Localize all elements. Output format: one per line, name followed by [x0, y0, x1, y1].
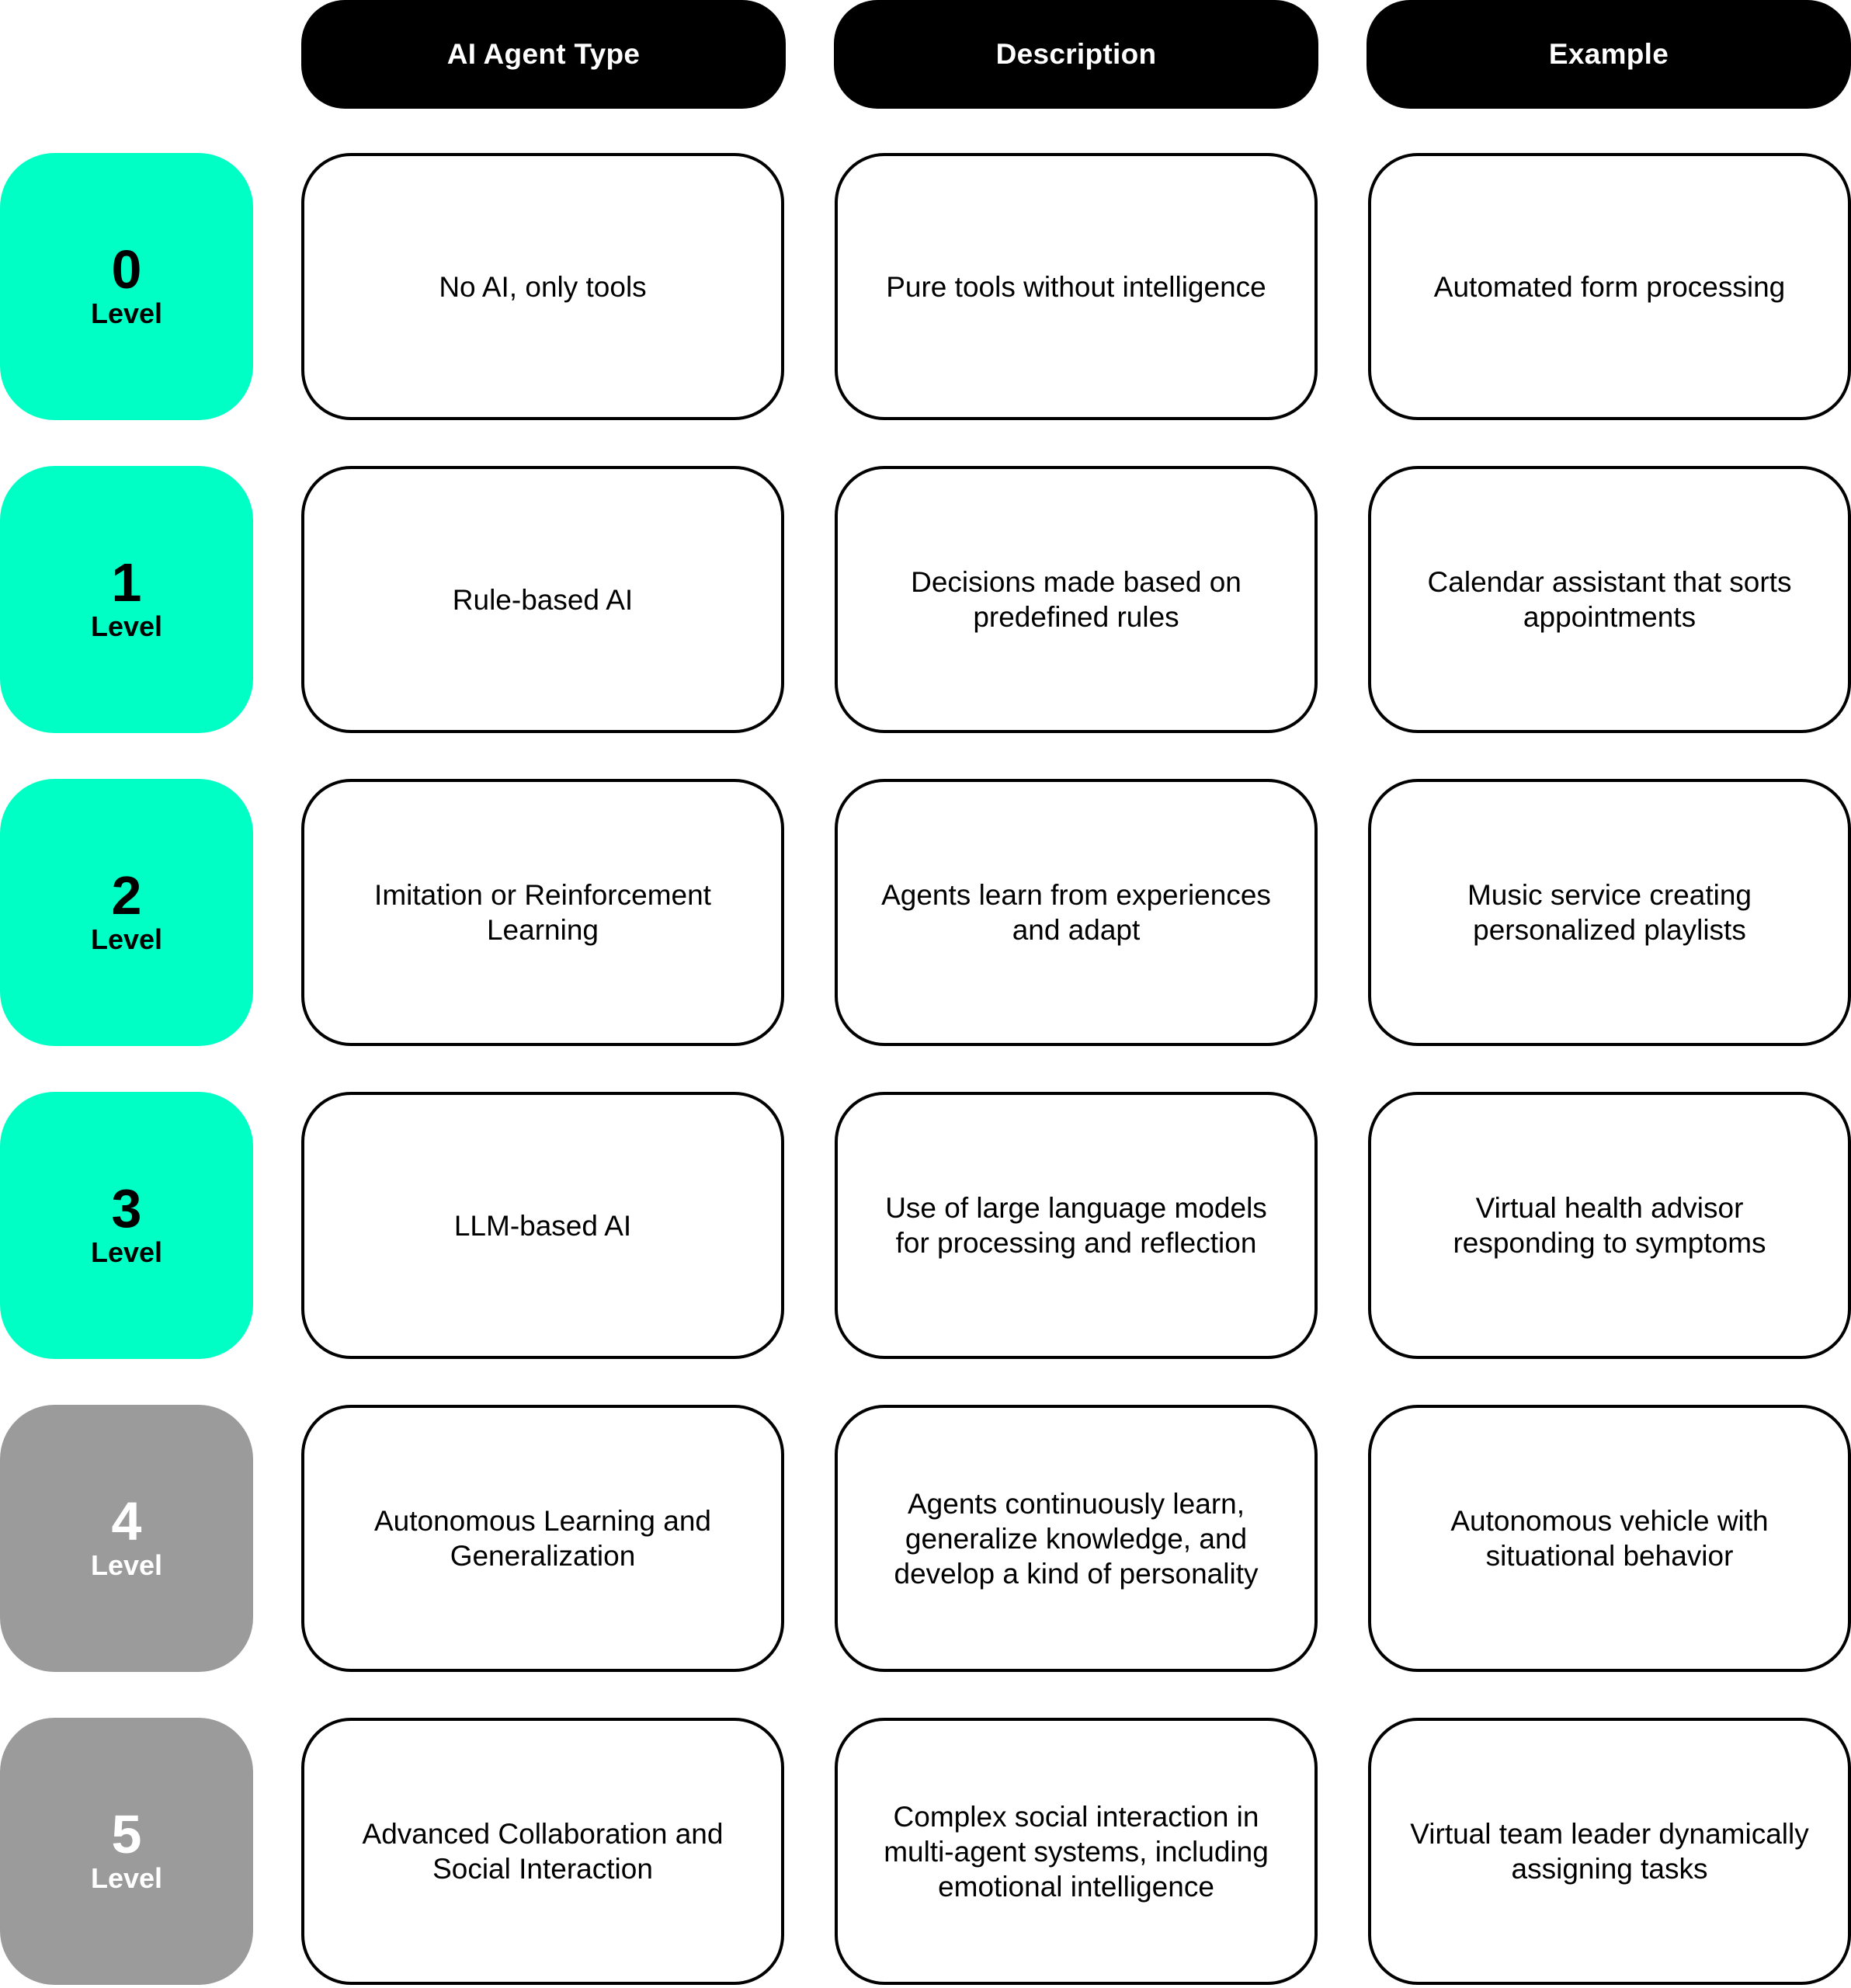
example-cell-level-4 [1368, 1405, 1851, 1672]
level-number: 1 [111, 552, 142, 613]
level-number: 3 [111, 1178, 142, 1239]
level-label: Level [90, 1862, 163, 1894]
description-text: Agents continuously learn, generalize knowledge, and develop a kind of personality [894, 1487, 1259, 1590]
example-text: Calendar assistant that sorts appointments [1427, 566, 1792, 633]
level-number: 2 [111, 865, 142, 926]
example-text: Autonomous vehicle with situational behavior [1450, 1505, 1769, 1572]
level-badge-0 [0, 153, 253, 420]
header-ai-agent-type [301, 0, 786, 109]
description-cell-level-3 [835, 1092, 1318, 1359]
example-text: Music service creating personalized playlists [1467, 879, 1752, 946]
type-text: Autonomous Learning and Generalization [373, 1505, 712, 1572]
type-text: Advanced Collaboration and Social Interaction [362, 1818, 724, 1885]
example-cell-level-1 [1368, 466, 1851, 733]
header-description [834, 0, 1318, 109]
header-example-label: Example [1548, 38, 1669, 70]
header-ai-agent-type-label: AI Agent Type [446, 38, 641, 70]
description-text: Decisions made based on predefined rules [911, 566, 1242, 633]
level-badge-5 [0, 1718, 253, 1985]
type-cell-level-0 [301, 153, 784, 420]
description-cell-level-1 [835, 466, 1318, 733]
header-description-label: Description [995, 38, 1157, 70]
description-cell-level-2 [835, 779, 1318, 1046]
description-cell-level-5 [835, 1718, 1318, 1985]
example-cell-level-2 [1368, 779, 1851, 1046]
level-label: Level [90, 297, 163, 329]
type-cell-level-4 [301, 1405, 784, 1672]
description-cell-level-0 [835, 153, 1318, 420]
level-badge-3 [0, 1092, 253, 1359]
header-example [1367, 0, 1851, 109]
example-cell-level-3 [1368, 1092, 1851, 1359]
level-label: Level [90, 1236, 163, 1268]
level-label: Level [90, 923, 163, 955]
type-cell-level-1 [301, 466, 784, 733]
description-text: Pure tools without intelligence [886, 270, 1266, 303]
level-number: 0 [111, 239, 142, 300]
example-cell-level-0 [1368, 153, 1851, 420]
level-label: Level [90, 610, 163, 642]
example-text: Virtual team leader dynamically assigning tasks [1410, 1818, 1809, 1885]
description-text: Agents learn from experiences and adapt [881, 879, 1271, 946]
description-text: Use of large language models for processing and reflection [885, 1192, 1267, 1259]
level-label: Level [90, 1549, 163, 1581]
level-badge-4 [0, 1405, 253, 1672]
example-text: Automated form processing [1433, 270, 1786, 303]
type-text: No AI, only tools [439, 270, 647, 303]
type-cell-level-2 [301, 779, 784, 1046]
type-text: LLM-based AI [453, 1209, 632, 1242]
type-cell-level-5 [301, 1718, 784, 1985]
type-text: Imitation or Reinforcement Learning [374, 879, 711, 946]
type-cell-level-3 [301, 1092, 784, 1359]
level-number: 4 [111, 1491, 142, 1552]
example-cell-level-5 [1368, 1718, 1851, 1985]
level-badge-1 [0, 466, 253, 733]
example-text: Virtual health advisor responding to symptoms [1453, 1192, 1766, 1259]
level-badge-2 [0, 779, 253, 1046]
level-number: 5 [111, 1804, 142, 1865]
description-text: Complex social interaction in multi-agent systems, including emotional intelligence [884, 1800, 1269, 1903]
type-text: Rule-based AI [452, 583, 634, 616]
description-cell-level-4 [835, 1405, 1318, 1672]
